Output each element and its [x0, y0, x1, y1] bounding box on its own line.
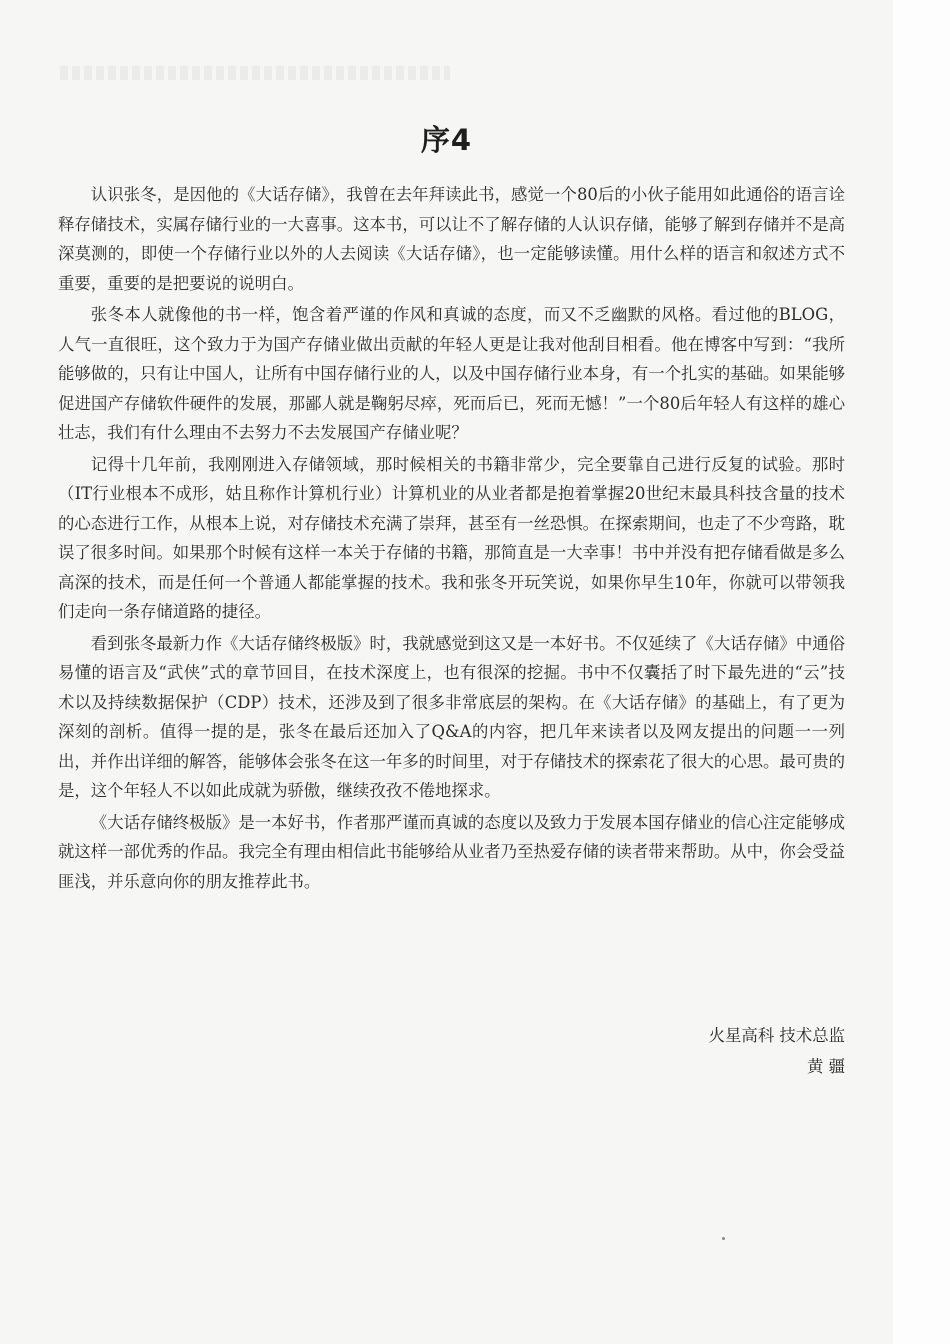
scan-speck — [722, 1237, 725, 1240]
paragraph-1: 认识张冬，是因他的《大话存储》，我曾在去年拜读此书，感觉一个80后的小伙子能用如此通俗的语言诠释存储技术，实属存储行业的一大喜事。这本书，可以让不了解存储的人认识存储，能够了解到存储并不是高深莫测的，即使一个存储行业以外的人去阅读《大话存储》，也一定能够读懂。用什么样的语言和叙述方式不重要，重要的是把要说的说明白。 — [58, 185, 845, 293]
signature-name: 黄 疆 — [807, 1057, 845, 1076]
preface-body — [58, 180, 845, 898]
page-title: 序4 — [420, 123, 473, 157]
paragraph-4: 看到张冬最新力作《大话存储终极版》时，我就感觉到这又是一本好书。不仅延续了《大话存储》中通俗易懂的语言及“武侠”式的章节回目，在技术深度上，也有很深的挖掘。书中不仅囊括了时下最先进的“云”技术以及持续数据保护（CDP）技术，还涉及到了很多非常底层的架构。在《大话存储》的基础上，有了更为深刻的剖析。值得一提的是，张冬在最后还加入了Q&A的内容，把几年来读者以及网友提出的问题一一列出，并作出详细的解答，能够体会张冬在这一年多的时间里，对于存储技术的探索花了很大的心思。最可贵的是，这个年轻人不以如此成就为骄傲，继续孜孜不倦地探求。 — [58, 633, 845, 800]
bleed-through-header — [60, 66, 450, 80]
paragraph-5: 《大话存储终极版》是一本好书，作者那严谨而真诚的态度以及致力于发展本国存储业的信心注定能够成就这样一部优秀的作品。我完全有理由相信此书能够给从业者乃至热爱存储的读者带来帮助。从中，你会受益匪浅，并乐意向你的朋友推荐此书。 — [58, 812, 845, 891]
signature-block — [560, 1020, 845, 1082]
paragraph-2: 张冬本人就像他的书一样，饱含着严谨的作风和真诚的态度，而又不乏幽默的风格。看过他的BLOG，人气一直很旺，这个致力于为国产存储业做出贡献的年轻人更是让我对他刮目相看。他在博客中写到：“我所能够做的，只有让中国人，让所有中国存储行业的人，以及中国存储行业本身，有一个扎实的基础。如果能够促进国产存储软件硬件的发展，那鄙人就是鞠躬尽瘁，死而后已，死而无憾！”一个80后年轻人有这样的雄心壮志，我们有什么理由不去努力不去发展国产存储业呢？ — [58, 305, 845, 442]
signature-title: 火星高科 技术总监 — [708, 1026, 845, 1045]
paragraph-3: 记得十几年前，我刚刚进入存储领域，那时候相关的书籍非常少，完全要靠自己进行反复的试验。那时（IT行业根本不成形，姑且称作计算机行业）计算机业的从业者都是抱着掌握20世纪末最具科技含量的技术的心态进行工作，从根本上说，对存储技术充满了崇拜，甚至有一丝恐惧。在探索期间，也走了不少弯路，耽误了很多时间。如果那个时候有这样一本关于存储的书籍，那简直是一大幸事！书中并没有把存储看做是多么高深的技术，而是任何一个普通人都能掌握的技术。我和张冬开玩笑说，如果你早生10年，你就可以带领我们走向一条存储道路的捷径。 — [58, 454, 845, 621]
page-margin — [893, 0, 950, 1344]
